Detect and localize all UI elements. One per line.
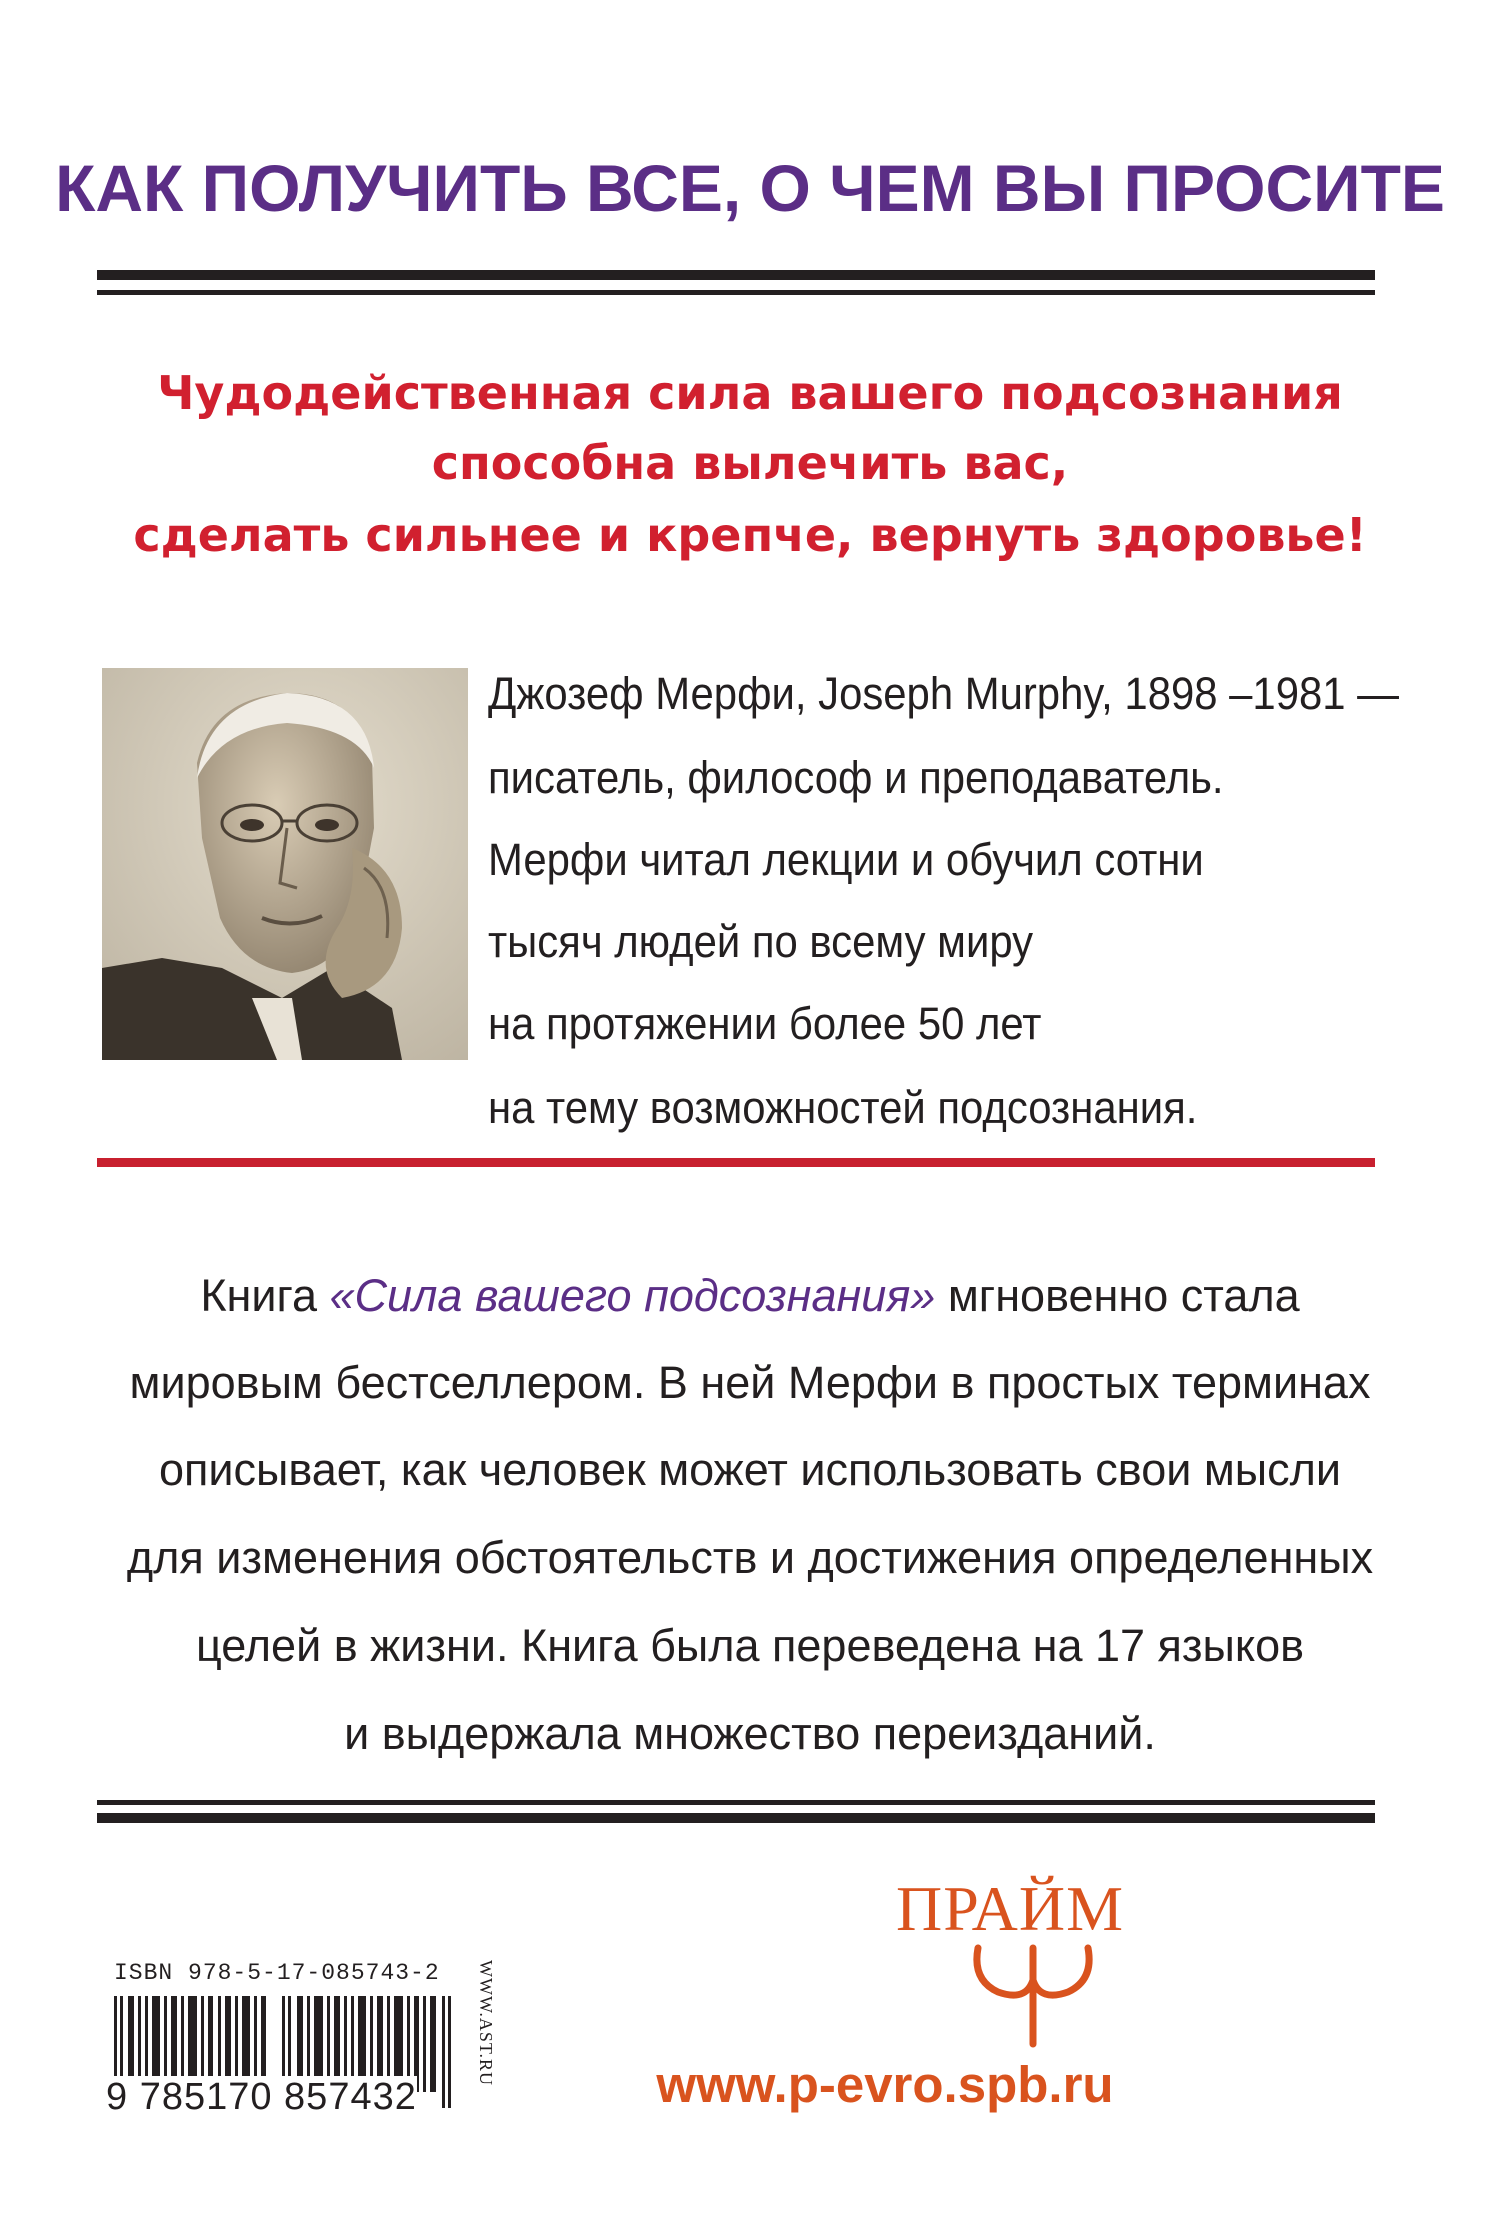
headline: КАК ПОЛУЧИТЬ ВСЕ, О ЧЕМ ВЫ ПРОСИТЕ (55, 151, 1445, 225)
bio-line-5: на протяжении более 50 лет (488, 998, 1042, 1049)
description-line-1 (0, 1270, 1500, 1322)
middle-red-rule (97, 1158, 1375, 1167)
isbn-label: ISBN 978-5-17-085743-2 (114, 1960, 440, 1986)
top-rule-thin (97, 290, 1375, 295)
description-suffix: мгновенно стала (935, 1270, 1300, 1321)
top-rule-thick (97, 270, 1375, 280)
description-line-5: целей в жизни. Книга была переведена на 17 языков (195, 1620, 1304, 1671)
description-line-6: и выдержала множество переизданий. (344, 1708, 1156, 1759)
publisher-name: ПРАЙМ (896, 1873, 1124, 1944)
bio-line-4: тысяч людей по всему миру (488, 916, 1034, 967)
publisher-website[interactable]: www.p-evro.spb.ru (656, 2056, 1114, 2113)
ast-website: WWW.AST.RU (476, 1960, 496, 2086)
barcode-digits: 9 785170 857432 (106, 2076, 417, 2118)
description-line-4: для изменения обстоятельств и достижения определенных (126, 1532, 1374, 1583)
tagline-line-3: сделать сильнее и крепче, вернуть здоровье! (133, 508, 1367, 562)
tagline-line-2: способна вылечить вас, (431, 436, 1069, 490)
bottom-rule-thick (97, 1813, 1375, 1823)
author-portrait (102, 668, 468, 1060)
bio-line-1: Джозеф Мерфи, Joseph Murphy, 1898 –1981 — (488, 668, 1400, 719)
description-prefix: Книга (200, 1270, 330, 1321)
psi-logo-icon (968, 1940, 1098, 2050)
bio-line-6: на тему возможностей подсознания. (488, 1082, 1198, 1133)
description-line-3: описывает, как человек может использовать свои мысли (158, 1444, 1342, 1495)
book-title: «Сила вашего подсознания» (329, 1270, 936, 1321)
bio-line-3: Мерфи читал лекции и обучил сотни (488, 834, 1204, 885)
tagline-line-1: Чудодейственная сила вашего подсознания (157, 366, 1343, 420)
bio-line-2: писатель, философ и преподаватель. (488, 752, 1224, 803)
description-line-2: мировым бестселлером. В ней Мерфи в простых терминах (129, 1357, 1371, 1408)
bottom-rule-thin (97, 1800, 1375, 1805)
